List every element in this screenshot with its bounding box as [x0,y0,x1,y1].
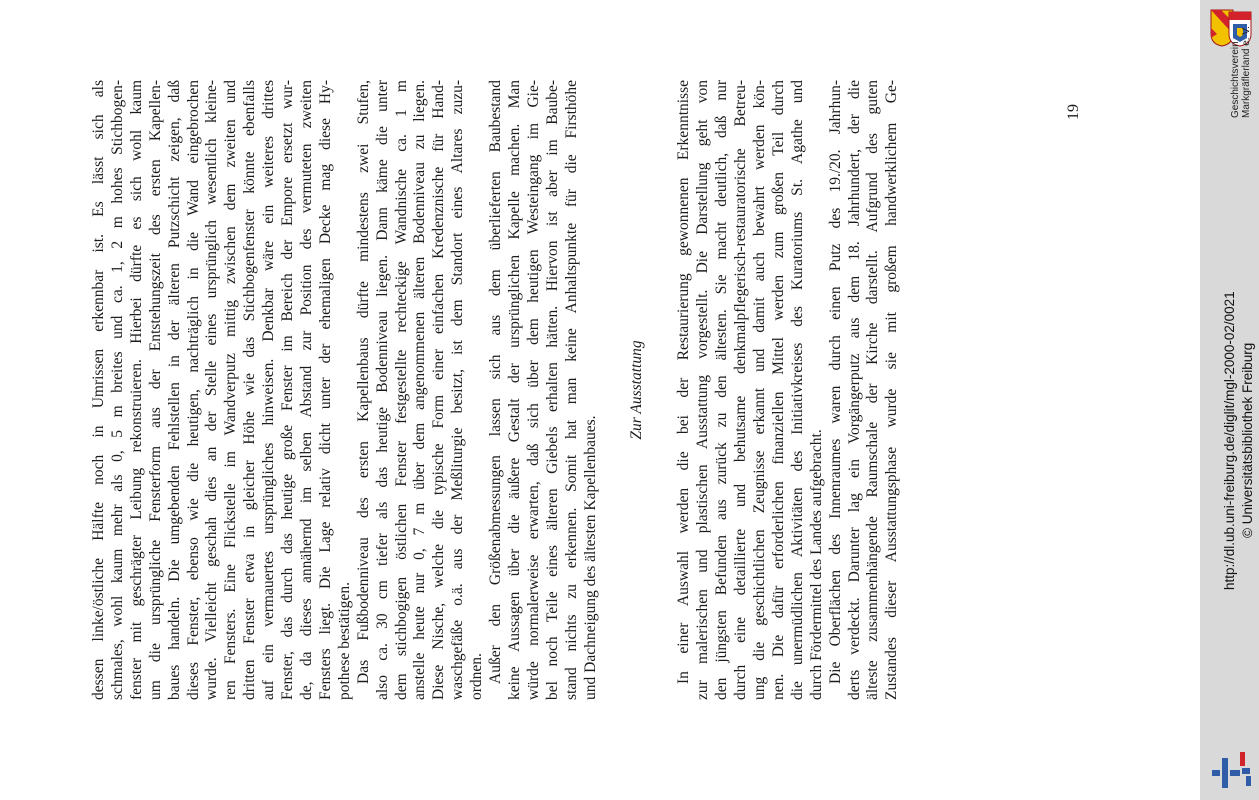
permalink-url[interactable]: http://dl.ub.uni-freiburg.de/diglit/mgl-2000-02/0021 [1222,291,1237,590]
text-line: durch Fördermittel des Landes aufgebracht. [807,429,825,700]
text-line: dritten Fenster etwa in gleicher Höhe wie das Stichbogenfenster könnte ebenfalls [241,80,259,700]
text-line: Zustandes dieser Ausstattungsphase wurde sie mit großem handwerklichem Ge- [883,80,901,700]
society-line-2: Markgräflerland e. V. [1241,26,1252,118]
text-line: Fenster, das durch das heutige große Fenster im Bereich der Empore ersetzt wur- [279,80,297,700]
text-line: waschgefäße o.ä. aus der Meßliturgie besitzt, ist dem Standort eines Altares zuzu- [449,80,467,700]
text-line: Fensters liegt. Die Lage relativ dicht unter der ehemaligen Decke mag diese Hy- [316,80,334,700]
paragraph-selection [675,80,826,700]
ub-freiburg-logo [1210,748,1255,788]
text-line: baues handeln. Die umgebenden Fehlstellen in der älteren Putzschicht zeigen, daß [165,80,183,700]
text-line: fenster mit geschrägter Leibung rekonstruieren. Hierbei dürfte es sich wohl kaum [127,80,145,700]
text-line: zur malerischen und plastischen Ausstattung vorgestellt. Die Darstellung geht von [694,80,712,700]
text-line: schmales, wohl kaum mehr als 0, 5 m breites und ca. 1, 2 m hohes Stichbogen- [108,80,126,700]
paragraph-exterior-shape [487,80,600,700]
rotated-text-body [90,80,1090,700]
text-line: de, da dieses annähernd im selben Abstand zur Position des vermuteten zweiten [297,80,315,700]
text-line: wurde. Vielleicht geschah dies an der Stelle eines ursprünglich wesentlich kleine- [203,80,221,700]
text-line: um die ursprüngliche Fensterform aus der Entstehungszeit des ersten Kapellen- [146,80,164,700]
text-line: durch eine detaillierte und behutsame denkmalpflegerisch-restauratorische Betreu- [732,80,750,700]
text-line: Die Oberflächen des Innenraumes waren durch einen Putz des 19./20. Jahrhun- [826,80,844,684]
text-line: die unermüdlichen Aktivitäten des Initiativkreises des Kuratoriums St. Agathe und [788,80,806,700]
text-line: bel noch Teile eines älteren Giebels erhalten hätten. Hiervon ist aber im Baube- [543,80,561,700]
text-line: pothese bestätigen. [335,582,353,700]
paragraph-window-reconstruction [90,80,355,700]
text-line: stand nichts zu erkennen. Somit hat man keine Anhaltspunkte für die Firsthöhe [562,80,580,700]
text-line: keine Aussagen über die äußere Gestalt der ursprünglichen Kapelle machen. Man [505,80,523,700]
text-line: auf ein vermauertes ursprüngliches hinweisen. Denkbar wäre ein weiteres drittes [260,80,278,700]
text-line: In einer Auswahl werden die bei der Restaurierung gewonnenen Erkenntnisse [675,80,693,684]
text-line: nen. Die dafür erforderlichen finanziellen Mittel werden zum großen Teil durch [769,80,787,700]
society-line-1: Geschichtsverein [1230,41,1241,118]
paragraph-floor-level [355,80,487,700]
text-line: älteste zusammenhängende Raumschale der Kirche darstellt. Aufgrund des guten [864,80,882,700]
text-line: Das Fußbodenniveau des ersten Kapellenbaus dürfte mindestens zwei Stufen, [354,80,372,684]
text-line: würde normalerweise erwarten, daß sich über dem heutigen Westeingang im Gie- [524,80,542,700]
text-line: ren Fensters. Eine Flickstelle im Wandverputz mittig zwischen dem zweiten und [222,80,240,700]
text-line: dieses Fenster, ebenso wie die heutigen, nachträglich in die Wand eingebrochen [184,80,202,700]
text-line: ung die geschichtlichen Zeugnisse erkannt und damit auch bewahrt werden kön- [751,80,768,700]
text-line: und Dachneigung des ältesten Kapellenbaues. [581,415,599,700]
text-line: Außer den Größenabmessungen lassen sich aus dem überlieferten Baubestand [487,80,505,684]
text-line: dessen linke/östliche Hälfte noch in Umrissen erkennbar ist. Es lässt sich als [90,80,107,700]
section-heading: Zur Ausstattung [628,340,646,440]
text-line: anstelle heute nur 0, 7 m über dem angenommenen älteren Bodenniveau zu liegen. [411,80,429,700]
text-line: Diese Nische, welche die typische Form einer einfachen Kredenznische für Hand- [430,80,448,700]
text-line: den jüngsten Befunden aus zurück zu den ältesten. Sie macht deutlich, daß nur [713,80,731,700]
text-line: ordnen. [468,653,486,700]
text-line: derts verdeckt. Darunter lag ein Vorgängerputz aus dem 18. Jahrhundert, der die [845,80,863,700]
text-line: dem stichbogigen östlichen Fenster festgestellte rechteckige Wandnische ca. 1 m [392,80,410,700]
copyright-notice: © Universitätsbibliothek Freiburg [1240,342,1255,538]
page-number: 19 [1065,104,1082,120]
text-line: also ca. 30 cm tiefer als das heutige Bodenniveau liegen. Dann käme die unter [373,80,391,700]
paragraph-surfaces [827,80,903,700]
